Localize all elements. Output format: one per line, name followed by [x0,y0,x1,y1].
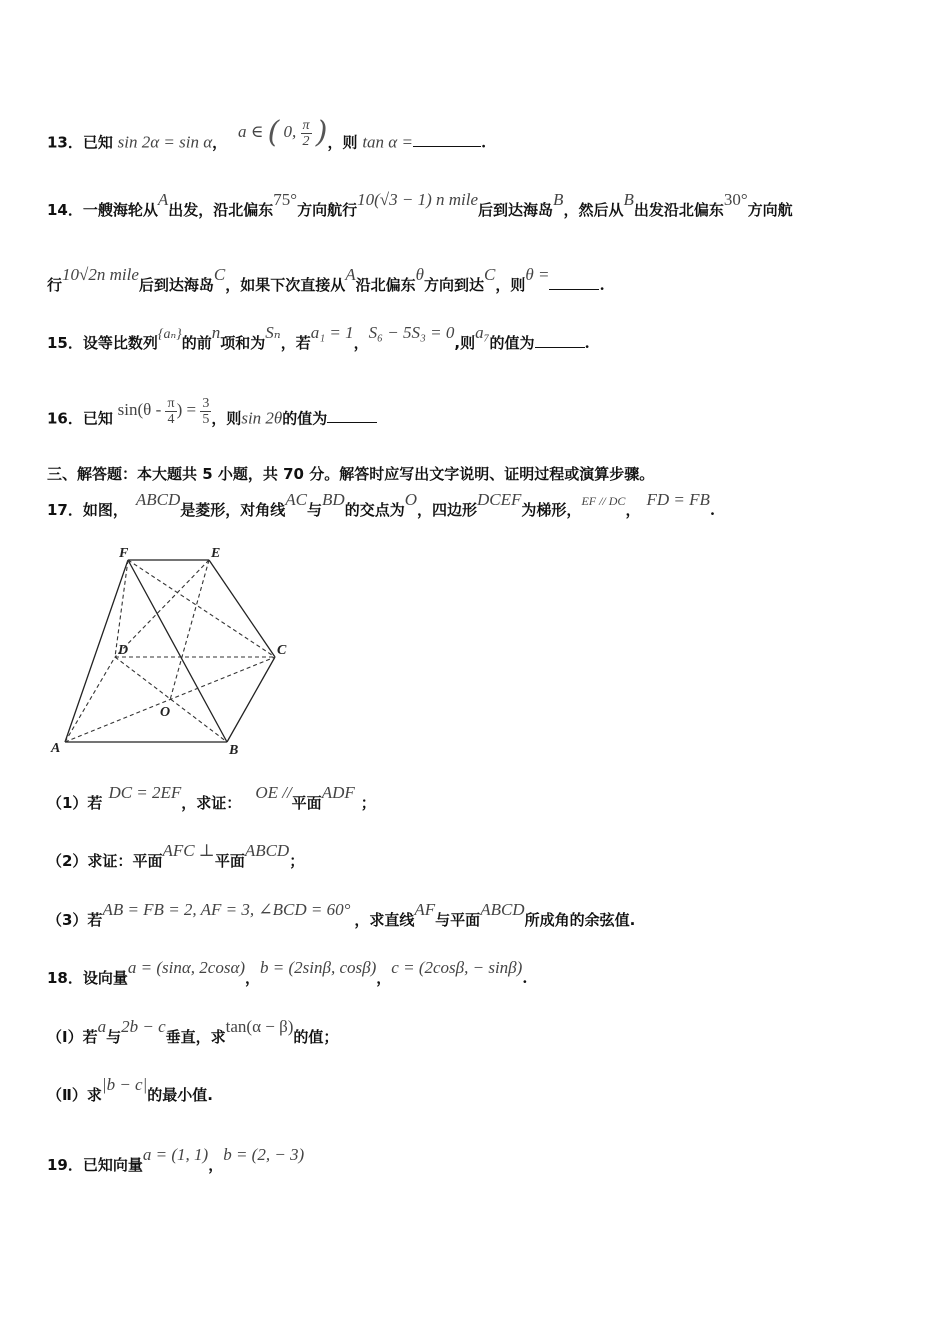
q17-text: 平面 [214,852,245,870]
q15-text: 的值为 [489,334,535,352]
angle-75: 75° [273,190,298,209]
bd: BD [322,490,345,509]
q15-text: 设等比数列 [82,334,158,352]
q14-number: 14． [47,201,83,219]
q17-text: 与 [307,501,323,519]
q18-text: 垂直，求 [165,1028,226,1046]
q17-number: 17． [47,501,83,519]
q18-p1-label: （Ⅰ）若 [47,1028,98,1046]
theta: θ [415,265,425,284]
vector-a: a = (sinα, 2cosα) [127,958,246,977]
q13-condition: a ∈ ( 0, $\frac{\pi}{2}$ ) [237,115,328,151]
q18-text: ， [376,969,392,987]
q16-number: 16． [47,409,83,428]
point-b: B [623,190,634,209]
q13-text: ，则 [327,133,358,152]
question-17 [47,490,716,521]
q18-part-1 [47,1017,339,1047]
dc-eq-2ef: DC = 2EF [108,783,182,802]
q17-text: 平面 [291,794,322,812]
q14-text: ，如果下次直接从 [225,276,346,294]
afc-perp: AFC ⊥ [162,841,215,860]
abcd: ABCD [135,490,181,509]
q16-equation: sin(θ - $\frac{\pi}{4}$ ) = $\frac{3}{5}$ [117,396,210,427]
q17-end: . [709,501,716,519]
q17-text: 为梯形， [521,501,582,519]
q17-text: 是菱形，对角线 [180,501,286,519]
q17-text: 与平面 [435,911,481,929]
label-e: E [211,546,221,561]
q18-number: 18． [47,969,83,987]
label-f: F [119,546,129,561]
n-var: n [211,323,221,342]
question-13 [47,115,487,159]
q13-text: ， [212,133,228,152]
q14-text: 后到达海岛 [478,201,554,219]
dcef: DCEF [477,490,522,509]
q14-text: 行 [47,276,63,294]
tan-alpha-beta: tan(α − β) [225,1017,294,1036]
q14-text: 后到达海岛 [138,276,214,294]
answer-blank[interactable] [327,410,377,423]
answer-blank[interactable] [549,277,599,290]
distance-1: 10(√3 − 1) n mile [357,190,479,209]
question-14-cont [47,265,605,295]
q17-text: ， [625,501,641,519]
q17-text: ； [289,852,305,870]
point-a: A [345,265,356,284]
vector-c: c = (2cosβ, − sinβ) [391,958,523,977]
vector-2b-c: 2b − c [121,1017,166,1036]
q15-end: . [584,334,590,352]
q17-part-2 [47,841,305,871]
q14-text: 方向到达 [424,276,485,294]
q15-text: 项和为 [220,334,266,352]
q14-text: 沿北偏东 [355,276,416,294]
q14-text: ，然后从 [563,201,624,219]
edge-ac [65,657,275,742]
q13-text: 已知 [82,133,113,152]
question-15 [47,323,590,355]
distance-2: 10√2n mile [62,265,139,284]
edge-eo [170,560,209,700]
q18-part-2 [47,1075,213,1105]
q13-end: . [480,133,487,152]
q15-number: 15． [47,334,83,352]
q13-number: 13． [47,133,83,152]
q16-text: 已知 [82,409,113,428]
vector-b: b = (2sinβ, cosβ) [260,958,377,977]
fd-eq-fb: FD = FB [646,490,710,509]
q14-text: 方向航行 [297,201,358,219]
q15-text: ， [353,334,369,352]
q18-text: ， [245,969,261,987]
a1: a₁ = 1 [310,323,354,342]
theta-eq: θ = [525,265,550,284]
af: AF [414,900,436,919]
q17-p3-label: （3）若 [47,911,103,929]
label-o: O [160,705,171,720]
section-3-heading: 三、解答题：本大题共 5 小题，共 70 分。解答时应写出文字说明、证明过程或演算步骤。 [47,465,655,483]
question-14 [47,190,793,220]
ef-parallel-dc: EF // DC [581,494,626,508]
q16-text: ，则 [211,409,242,428]
q17-text: ，求直线 [354,911,415,929]
q17-p2-label: （2）求证：平面 [47,852,163,870]
q14-text: 一艘海轮从 [82,201,158,219]
a7: a₇ [475,323,490,342]
sequence: {aₙ} [157,327,182,342]
sum-relation: S₆ − 5S₃ = 0 [368,323,455,342]
q17-p1-label: （1）若 [47,794,103,812]
q19-text: ， [208,1156,224,1174]
edge-ec [209,560,275,657]
sn: Sₙ [265,323,281,342]
adf: ADF [321,783,355,802]
q16-expr: sin 2θ [241,408,283,428]
q19-number: 19． [47,1156,83,1174]
q17-p3-conditions: AB = FB = 2, AF = 3, ∠BCD = 60° [102,900,351,919]
rhombus-trapezoid-figure [45,540,295,760]
q15-text: ，若 [280,334,311,352]
q15-text: 的前 [181,334,212,352]
vector-b: b = (2, − 3) [223,1145,305,1164]
answer-blank[interactable] [413,134,481,147]
label-c: C [277,643,287,658]
question-19 [47,1145,305,1175]
q18-p2-label: （Ⅱ）求 [47,1086,102,1104]
q13-tan: tan α = [362,132,413,152]
q17-text: ，求证： [181,794,242,812]
q17-text: 所成角的余弦值. [524,911,636,929]
q14-text: 出发，沿北偏东 [168,201,274,219]
o: O [404,490,418,509]
label-a: A [51,741,61,756]
q18-text: 设向量 [82,969,128,987]
q18-text: 的值； [293,1028,339,1046]
point-c: C [484,265,496,284]
q18-end: . [522,969,528,987]
ac: AC [285,490,308,509]
edge-fc [128,560,275,657]
edge-bc [227,657,275,742]
vector-a: a = (1, 1) [142,1145,209,1164]
abcd: ABCD [480,900,525,919]
oe-parallel: OE // [255,783,292,802]
angle-30: 30° [723,190,748,209]
q14-text: 方向航 [747,201,793,219]
abcd: ABCD [244,841,290,860]
q17-part-3 [47,900,636,930]
answer-blank[interactable] [535,335,585,348]
point-c: C [213,265,226,284]
q17-text: ； [360,794,376,812]
q16-text: 的值为 [282,409,328,428]
vector-a: a [97,1017,107,1036]
q17-text: 如图， [82,501,128,519]
q18-text: 与 [106,1028,122,1046]
question-16 [47,396,377,435]
q14-end: . [599,276,605,294]
point-a: A [157,190,169,209]
q17-text: ，四边形 [417,501,478,519]
q13-equation: sin 2α = sin α [117,132,213,152]
question-18 [47,958,528,988]
abs-b-c: |b − c| [101,1075,148,1094]
q17-text: 的交点为 [344,501,405,519]
q14-text: ，则 [495,276,526,294]
edge-ed [115,560,209,657]
label-b: B [229,743,239,758]
edge-fb [128,560,227,742]
q18-text: 的最小值. [147,1086,213,1104]
point-b: B [553,190,564,209]
label-d: D [118,643,129,658]
q17-part-1 [47,783,376,813]
q14-text: 出发沿北偏东 [633,201,724,219]
q19-text: 已知向量 [82,1156,143,1174]
q15-text: ,则 [454,334,476,352]
